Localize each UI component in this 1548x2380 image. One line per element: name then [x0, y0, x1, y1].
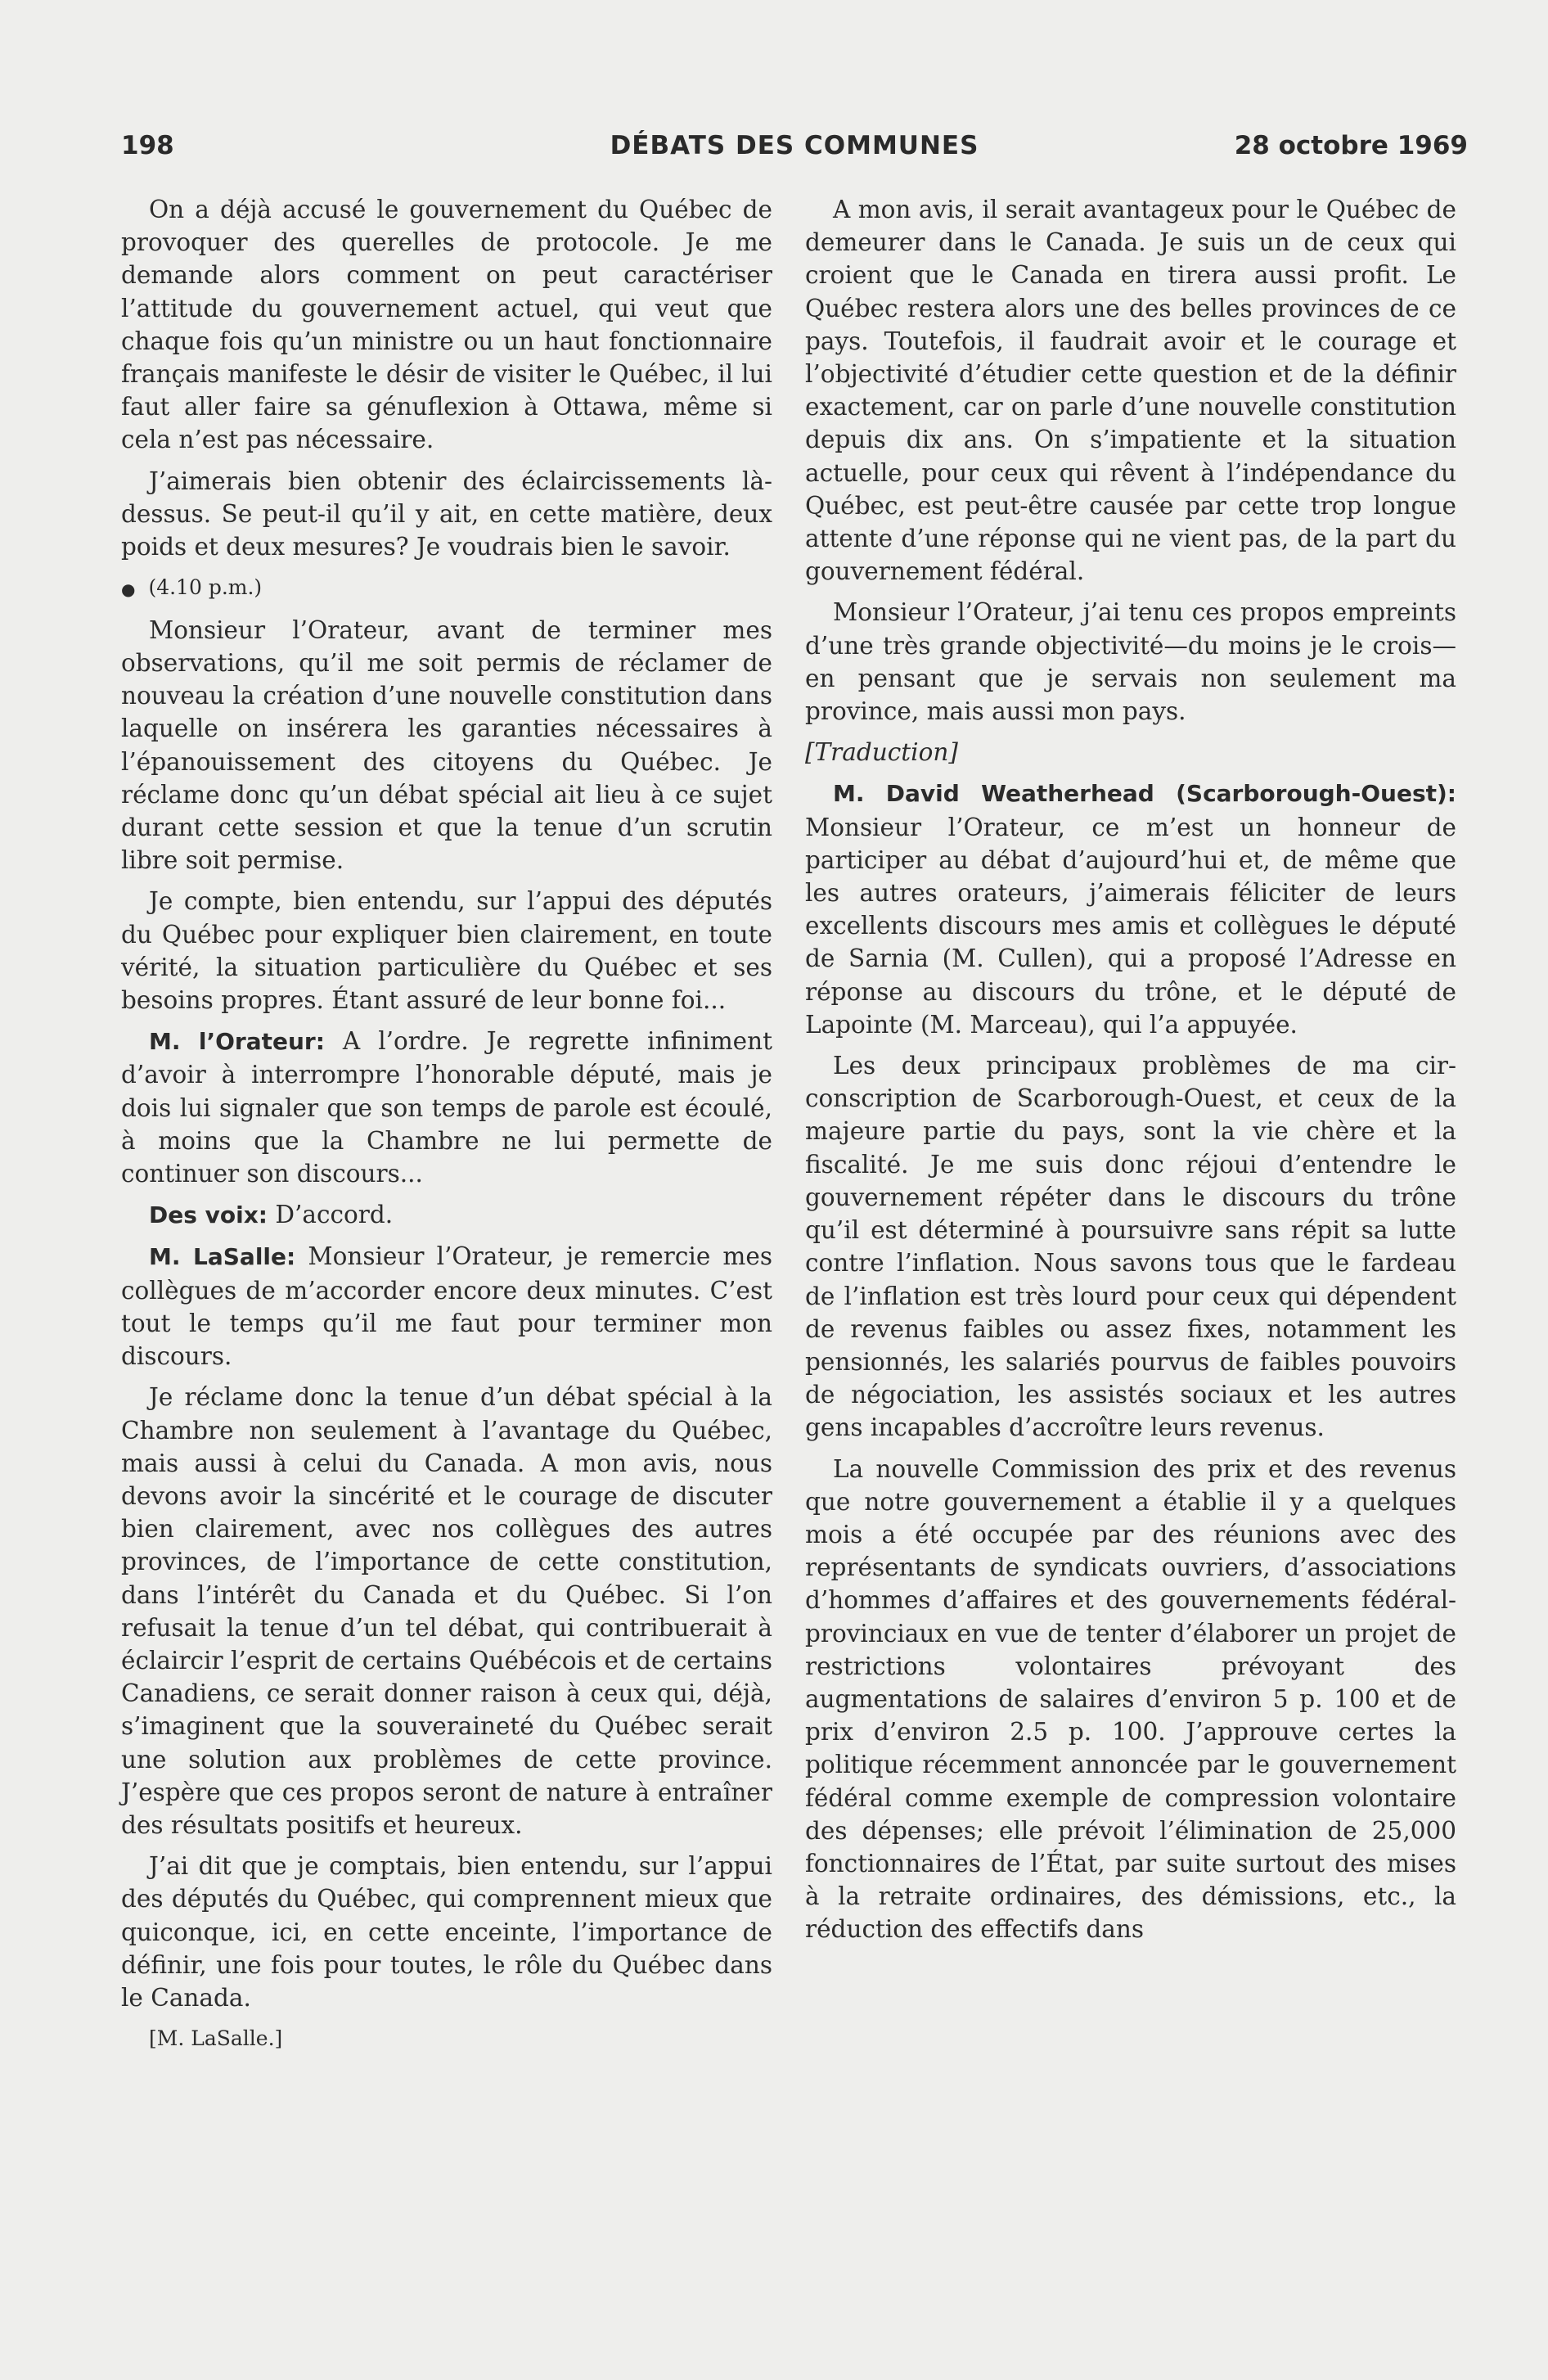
timestamp [121, 571, 772, 606]
paragraph: J’ai dit que je comptais, bien entendu, sur l’appui des députés du Québec, qui comprennent mieux que quiconque, ici, en cette enceinte, l’importance de définir, une fois pour toutes, le rôle du Québec dans le Canada. [121, 1852, 772, 2012]
paragraph: Monsieur l’Orateur, j’ai tenu ces propos empreints d’une très grande objectivité—du moins je le crois—en pensant que je servais non seulement ma province, mais aussi mon pays. [805, 598, 1456, 726]
paragraph: Je compte, bien entendu, sur l’appui des députés du Québec pour expliquer bien clairement, en toute vérité, la situation particulière du Québec et ses besoins propres. Étant assuré de leur bonne foi... [121, 887, 772, 1015]
timestamp-text: (4.10 p.m.) [148, 575, 263, 600]
speaker-name: Des voix: [149, 1201, 268, 1229]
speech-paragraph [121, 1025, 772, 1190]
page-header [121, 131, 1468, 172]
speaker-name: M. David Weatherhead (Scarborough-Ouest): [833, 780, 1456, 808]
page-number: 198 [121, 131, 174, 160]
speaker-name: M. l’Orateur: [149, 1028, 325, 1056]
speaker-name: M. LaSalle: [149, 1243, 296, 1271]
paragraph: Les deux principaux problèmes de ma circonscription de Scarborough-Ouest, et ceux de la majeure partie du pays, sont la vie chère et la fiscalité. Je me suis donc réjoui d’entendre le gouvernement répéter dans le discours du trône qu’il est déterminé à poursuivre sans répit sa lutte contre l’inflation. Nous savons tous que le fardeau de l’inflation est très lourd pour ceux qui dépendent de revenus faibles ou assez fixes, notamment les pensionnés, les salariés pourvus de faibles pouvoirs de négociation, les assistés sociaux et les autres gens incapables d’accroître leurs revenus. [805, 1052, 1456, 1442]
speech-paragraph [805, 777, 1456, 1041]
bullet-icon: ● [121, 579, 136, 599]
paragraph: Monsieur l’Orateur, avant de terminer mes observations, qu’il me soit permis de réclamer de nouveau la création d’une nouvelle constitution dans laquelle on insérera les garanties nécessaires à l’épanouissement des citoyens du Québec. Je réclame donc qu’un débat spécial ait lieu à ce sujet durant cette session et que la tenue d’un scrutin libre soit permise. [121, 615, 772, 875]
speech-text: Monsieur l’Orateur, je remercie mes collègues de m’accorder encore deux minutes. C’est tout le temps qu’il me faut pour terminer mon discours. [121, 1242, 773, 1371]
paragraph: J’aimerais bien obtenir des éclaircissements là-dessus. Se peut-il qu’il y ait, en cette matière, deux poids et deux mesures? Je voudrais bien le savoir. [121, 467, 772, 561]
speech-paragraph [121, 1240, 772, 1373]
page-title: DÉBATS DES COMMUNES [610, 131, 979, 160]
speech-paragraph [121, 1198, 772, 1232]
right-column [805, 193, 1456, 1954]
left-column [121, 193, 772, 2063]
paragraph: On a déjà accusé le gouvernement du Québec de provoquer des querelles de protocole. Je me demande alors comment on peut caractériser l’attitude du gouvernement actuel, qui veut que chaque fois qu’un ministre ou un haut fonctionnaire français manifeste le désir de visiter le Québec, il lui faut aller faire sa génuflexion à Ottawa, même si cela n’est pas nécessaire. [121, 196, 772, 454]
page-date: 28 octobre 1969 [1234, 131, 1468, 160]
speech-text: A l’ordre. Je regrette infiniment d’avoir à interrompre l’honorable député, mais je dois lui signaler que son temps de parole est écoulé, à moins que la Chambre ne lui permette de continuer son discours... [121, 1027, 772, 1188]
speech-text: Monsieur l’Orateur, ce m’est un honneur de participer au débat d’aujourd’hui et, de même que les autres orateurs, j’aimerais féliciter de leurs excellents discours mes amis et collègues le député de Sarnia (M. Cullen), qui a proposé l’Adresse en réponse au discours du trône, et le député de Lapointe (M. Marceau), qui l’a appuyée. [805, 813, 1456, 1039]
speech-text: D’accord. [268, 1201, 394, 1229]
paragraph: Je réclame donc la tenue d’un débat spécial à la Chambre non seulement à l’avantage du Québec, mais aussi à celui du Canada. A mon avis, nous devons avoir la sincérité et le courage de discuter bien clairement, avec nos collègues des autres provinces, de l’importance de cette constitution, dans l’intérêt du Canada et du Québec. Si l’on refusait la tenue d’un tel débat, qui contribuerait à éclaircir l’esprit de certains Québécois et de certains Canadiens, ce serait donner raison à ceux qui, déjà, s’imaginent que la souveraineté du Québec serait une solution aux problèmes de cette province. J’espère que ces propos seront de nature à entraîner des résultats positifs et heureux. [121, 1383, 772, 1839]
paragraph: A mon avis, il serait avantageux pour le Québec de demeurer dans le Canada. Je suis un de ceux qui croient que le Canada en tirera aussi profit. Le Québec restera alors une des belles provinces de ce pays. Toutefois, il faudrait avoir et le courage et l’objectivité d’étudier cette question et de la définir exactement, car on parle d’une nouvelle constitution depuis dix ans. On s’impatiente et la situation actuelle, pour ceux qui rêvent à l’indépendance du Québec, est peut-être causée par cette trop longue attente d’une réponse qui ne vient pas, de la part du gouvernement fédéral. [805, 196, 1456, 586]
speaker-footnote: [M. LaSalle.] [149, 2026, 283, 2051]
translation-label: [Traduction] [805, 738, 958, 767]
paragraph: La nouvelle Commission des prix et des revenus que notre gouvernement a établie il y a quelques mois a été occupée par des réunions avec des représentants de syndicats ouvriers, d’associations d’hommes d’affaires et des gouvernements fédéral-provinciaux en vue de tenter d’élaborer un projet de restrictions volontaires prévoyant des augmentations de salaires d’environ 5 p. 100 et de prix d’environ 2.5 p. 100. J’approuve certes la politique récemment annoncée par le gouvernement fédéral comme exemple de compression volontaire des dépenses; elle prévoit l’élimination de 25,000 fonctionnaires de l’État, par suite surtout des mises à la retraite ordinaires, des démissions, etc., la réduction des effectifs dans [805, 1454, 1456, 1944]
